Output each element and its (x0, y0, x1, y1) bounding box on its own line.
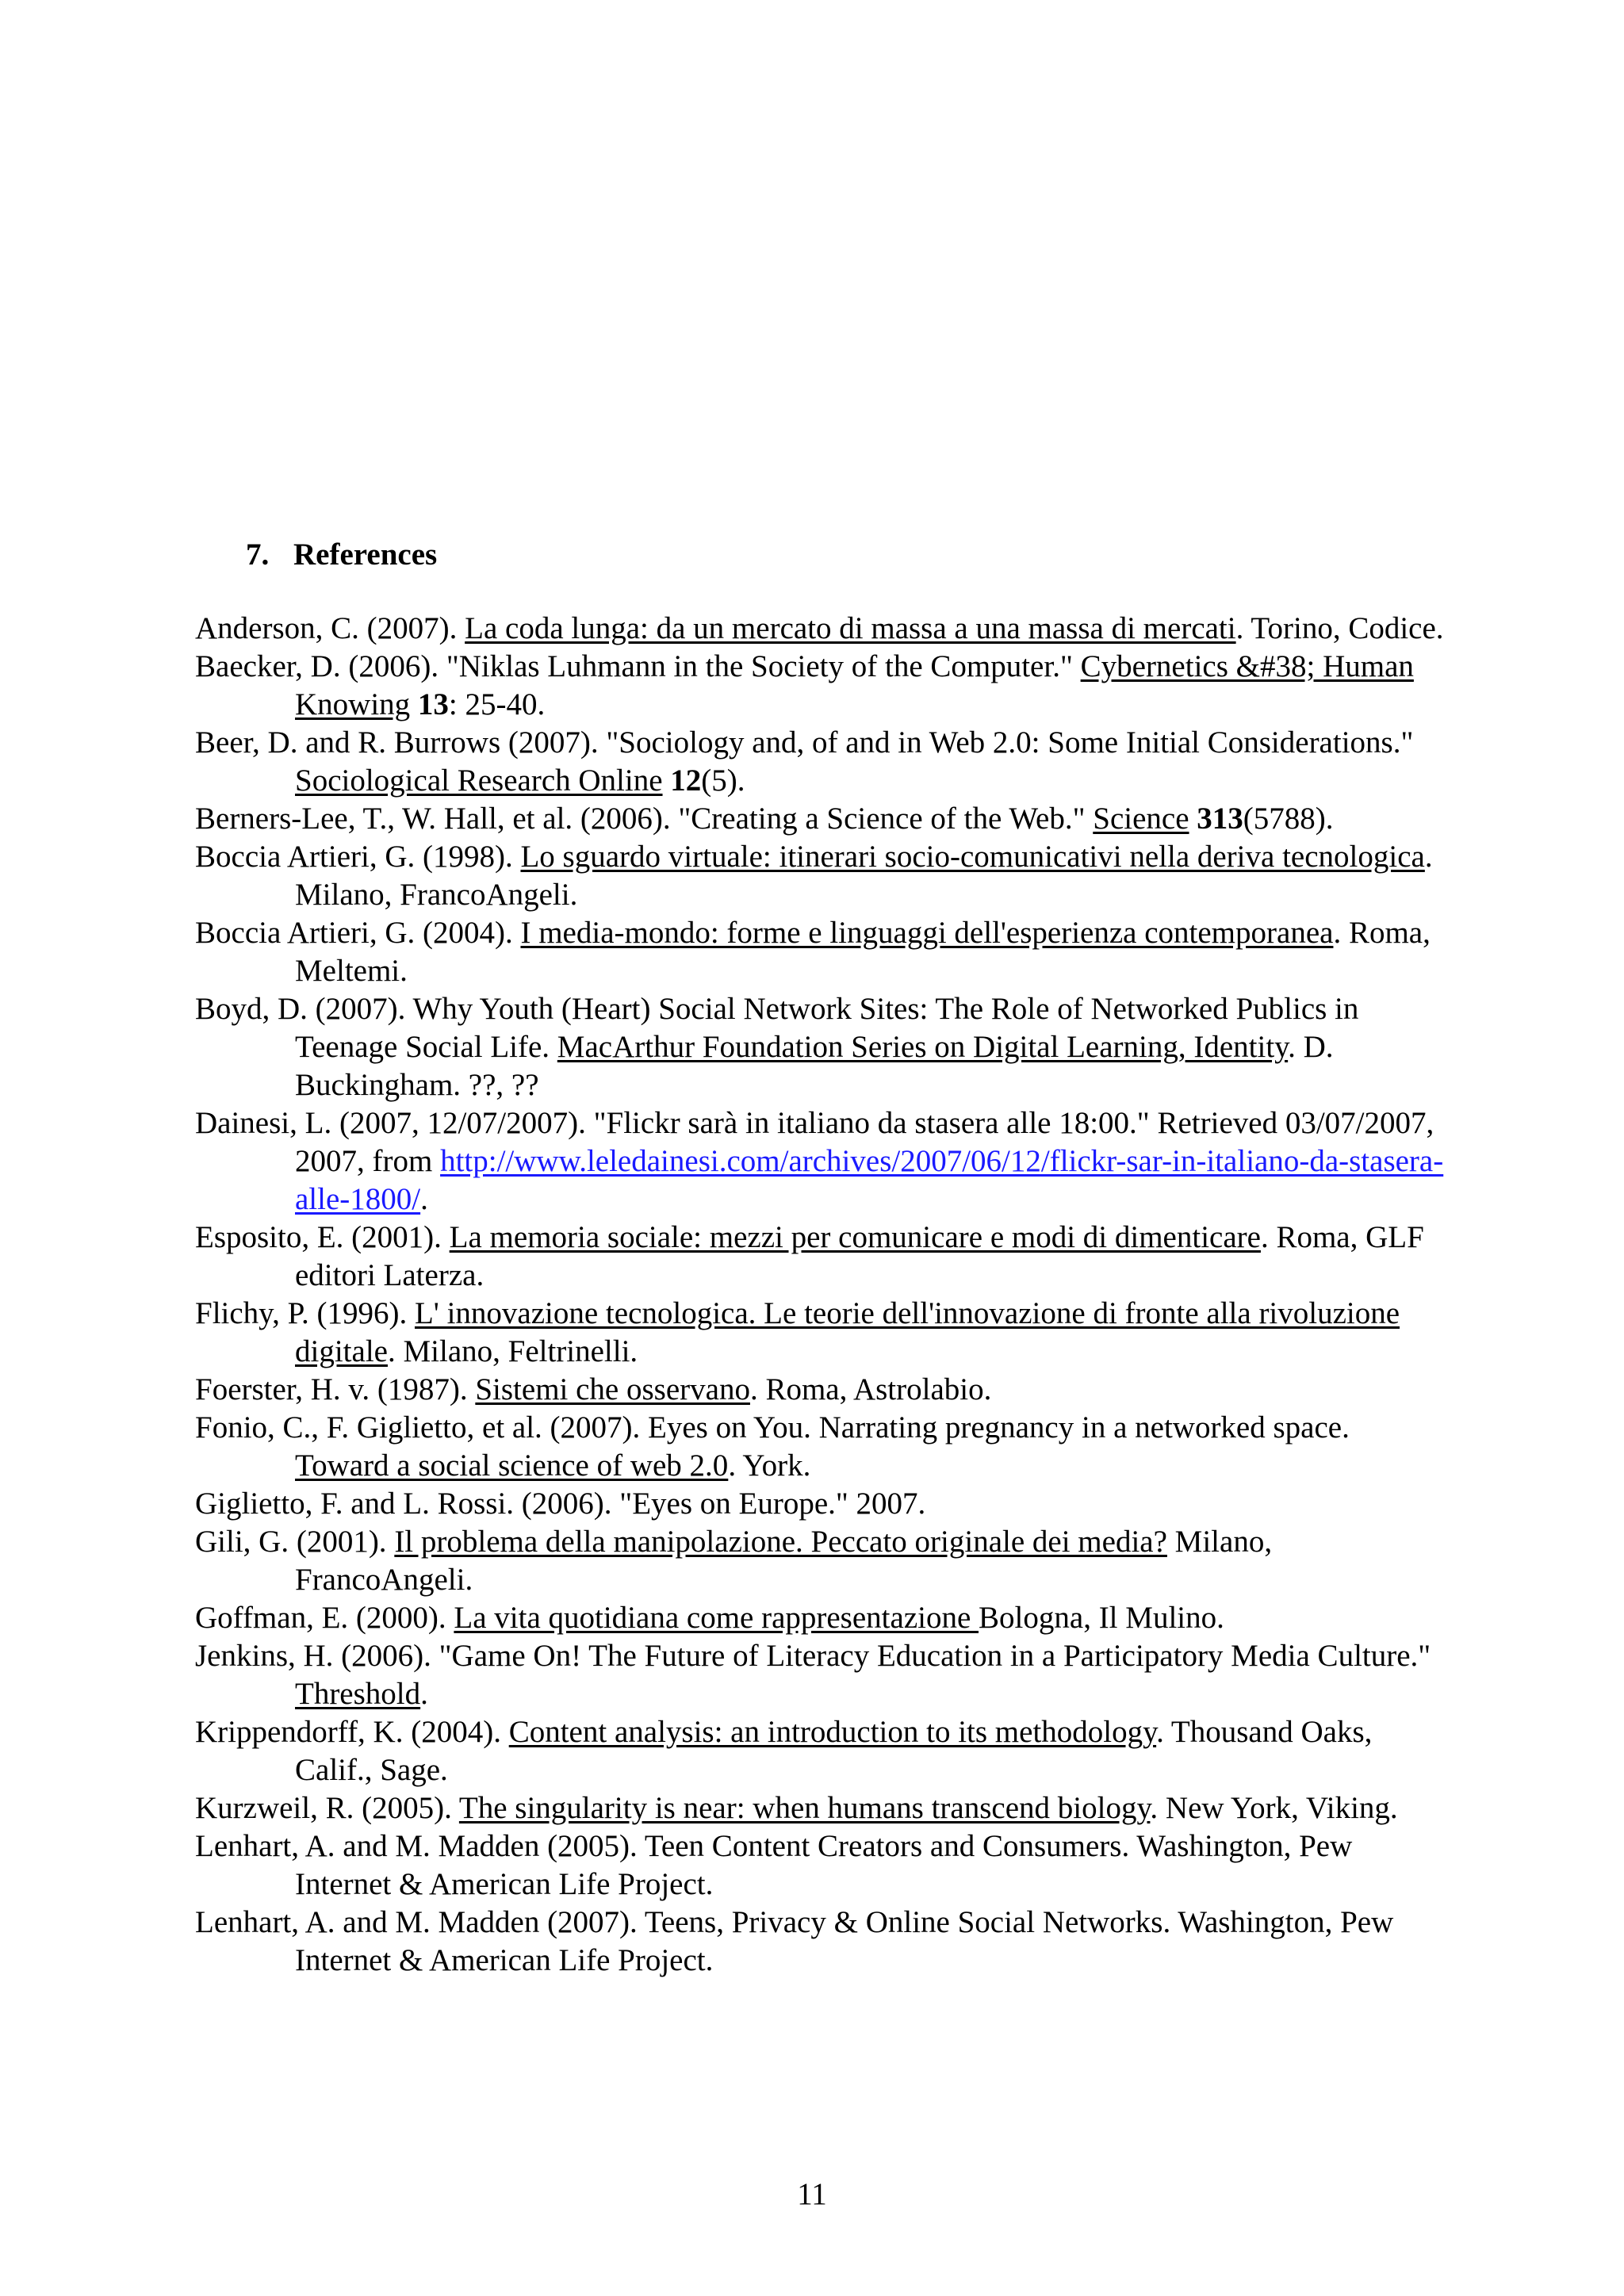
reference-text: Foerster, H. v. (1987). (195, 1372, 476, 1406)
reference-text: Boyd, D. (2007). Why Youth (Heart) Social Network Sites: The Role of Networked Publics in Teenage Social Life. (195, 992, 1359, 1064)
reference-entry (195, 1523, 1448, 1599)
reference-entry (195, 1827, 1448, 1904)
reference-journal: Cybernetics &#38; Human Knowing (295, 649, 1414, 721)
reference-text: . Milano, Feltrinelli. (387, 1334, 638, 1368)
section-number: 7. (246, 538, 270, 572)
reference-text: . New York, Viking. (1150, 1791, 1398, 1825)
reference-entry (195, 914, 1448, 990)
reference-entry (195, 990, 1448, 1104)
reference-text: Boccia Artieri, G. (1998). (195, 840, 521, 874)
reference-text: Berners-Lee, T., W. Hall, et al. (2006). "Creating a Science of the Web." (195, 802, 1094, 836)
reference-entry (195, 648, 1448, 724)
reference-text: . Roma, GLF editori Laterza. (295, 1220, 1424, 1292)
reference-text: Esposito, E. (2001). (195, 1220, 450, 1254)
reference-title: Threshold (295, 1677, 421, 1711)
reference-text: Fonio, C., F. Giglietto, et al. (2007). Eyes on You. Narrating pregnancy in a networked space. (195, 1410, 1350, 1445)
reference-text: . Thousand Oaks, Calif., Sage. (295, 1715, 1373, 1787)
reference-volume: 13 (417, 687, 449, 721)
reference-journal: Science (1093, 802, 1189, 836)
reference-text: (5788). (1243, 802, 1334, 836)
reference-entry (195, 1371, 1448, 1409)
reference-text: . (420, 1677, 428, 1711)
reference-text (1189, 802, 1197, 836)
reference-volume: 313 (1197, 802, 1243, 836)
reference-text: Giglietto, F. and L. Rossi. (2006). "Eyes on Europe." 2007. (195, 1487, 926, 1521)
reference-text: . (420, 1182, 428, 1216)
reference-text (410, 687, 418, 721)
reference-text: . D. Buckingham. ??, ?? (295, 1030, 1334, 1102)
reference-text: Anderson, C. (2007). (195, 611, 465, 645)
reference-entry (195, 1295, 1448, 1371)
reference-entry (195, 1219, 1448, 1295)
reference-title: The singularity is near: when humans transcend biology (458, 1791, 1151, 1825)
reference-entry (195, 1409, 1448, 1485)
reference-entry (195, 1637, 1448, 1713)
reference-text: Milano, FrancoAngeli. (295, 1525, 1273, 1597)
reference-entry (195, 1904, 1448, 1980)
reference-entry (195, 610, 1448, 648)
reference-text: . Roma, Astrolabio. (749, 1372, 992, 1406)
reference-title: Il problema della manipolazione. Peccato originale dei media? (394, 1525, 1167, 1559)
reference-title: L' innovazione tecnologica. Le teorie dell'innovazione di fronte alla rivoluzione digitale (295, 1296, 1400, 1368)
reference-volume: 12 (670, 763, 702, 798)
reference-text: Gili, G. (2001). (195, 1525, 395, 1559)
reference-text: Beer, D. and R. Burrows (2007). "Sociology and, of and in Web 2.0: Some Initial Considerations." (195, 725, 1414, 760)
reference-title: Lo sguardo virtuale: itinerari socio-comunicativi nella deriva tecnologica (520, 840, 1425, 874)
reference-text: Bologna, Il Mulino. (979, 1601, 1224, 1635)
reference-entry (195, 838, 1448, 914)
reference-text: Goffman, E. (2000). (195, 1601, 454, 1635)
reference-text: Lenhart, A. and M. Madden (2007). Teens, Privacy & Online Social Networks. Washington, Pew Internet & American Life Project. (195, 1905, 1394, 1977)
reference-text: Kurzweil, R. (2005). (195, 1791, 459, 1825)
reference-title: MacArthur Foundation Series on Digital Learning, Identity (557, 1030, 1289, 1064)
reference-text: Lenhart, A. and M. Madden (2005). Teen Content Creators and Consumers. Washington, Pew Internet & American Life Project. (195, 1829, 1353, 1901)
reference-text: : 25-40. (448, 687, 546, 721)
reference-entry (195, 1599, 1448, 1637)
reference-text: . York. (728, 1448, 811, 1483)
page-number: 11 (797, 2177, 827, 2211)
reference-title: Content analysis: an introduction to its methodology (508, 1715, 1157, 1749)
reference-entry (195, 1789, 1448, 1827)
reference-entry (195, 1104, 1448, 1219)
reference-text: . Torino, Codice. (1235, 611, 1444, 645)
section-heading (246, 536, 437, 574)
reference-text: Baecker, D. (2006). "Niklas Luhmann in the Society of the Computer." (195, 649, 1081, 683)
reference-title: Toward a social science of web 2.0 (295, 1448, 729, 1483)
reference-title: Sistemi che osservano (475, 1372, 750, 1406)
reference-text: Flichy, P. (1996). (195, 1296, 415, 1330)
reference-journal: Sociological Research Online (295, 763, 663, 798)
section-title: References (293, 538, 438, 572)
reference-title: La memoria sociale: mezzi per comunicare e modi di dimenticare (449, 1220, 1261, 1254)
reference-entry (195, 724, 1448, 800)
reference-title: I media-mondo: forme e linguaggi dell'esperienza contemporanea (520, 916, 1334, 950)
reference-text: . Roma, Meltemi. (295, 916, 1431, 988)
reference-text: Jenkins, H. (2006). "Game On! The Future of Literacy Education in a Participatory Media Culture." (195, 1639, 1431, 1673)
reference-entry (195, 1713, 1448, 1789)
reference-text: . Milano, FrancoAngeli. (295, 840, 1433, 912)
reference-list (195, 610, 1448, 1980)
reference-title: La coda lunga: da un mercato di massa a una massa di mercati (465, 611, 1236, 645)
reference-entry (195, 1485, 1448, 1523)
reference-text: Boccia Artieri, G. (2004). (195, 916, 521, 950)
reference-text: Krippendorff, K. (2004). (195, 1715, 509, 1749)
reference-entry (195, 800, 1448, 838)
reference-url-link[interactable]: http://www.leledainesi.com/archives/2007/06/12/flickr-sar-in-italiano-da-stasera-alle-1800/ (295, 1144, 1444, 1216)
reference-text: Dainesi, L. (2007, 12/07/2007). "Flickr sarà in italiano da stasera alle 18:00." Retrieved 03/07/2007, 2007, from (195, 1106, 1434, 1178)
reference-text (663, 763, 671, 798)
reference-text: (5). (701, 763, 745, 798)
reference-title: La vita quotidiana come rappresentazione (454, 1601, 979, 1635)
